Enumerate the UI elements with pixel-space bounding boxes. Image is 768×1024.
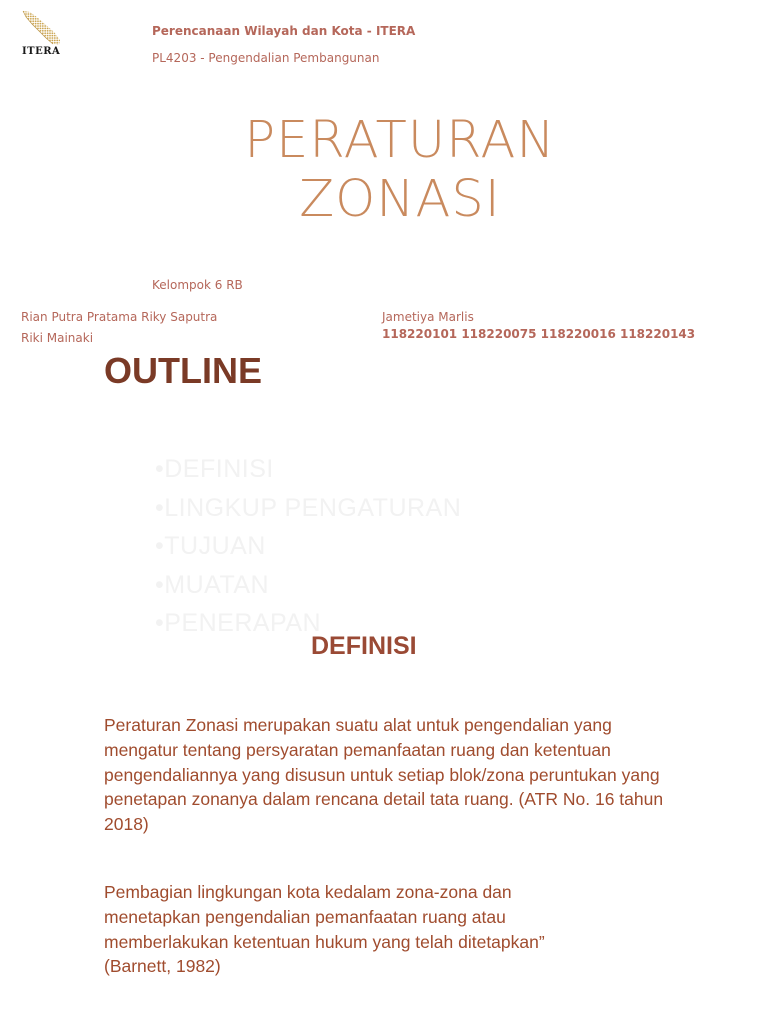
outline-item-penerapan: •PENERAPAN — [155, 609, 322, 637]
outline-item-muatan: •MUATAN — [155, 570, 270, 599]
program-name: Perencanaan Wilayah dan Kota - ITERA — [152, 24, 416, 38]
definisi-paragraph-1: Peraturan Zonasi merupakan suatu alat untuk pengendalian yang mengatur tentang persyaratan pemanfaatan ruang dan ketentuan pengendaliannya yang disusun untuk setiap blok/zona peruntukan yang penetapan zonanya dalam rencana detail tata ruang. (ATR No. 16 tahun 2018) — [104, 715, 664, 835]
title-line-1: PERATURAN — [244, 111, 556, 170]
outline-heading: OUTLINE — [104, 350, 262, 391]
members-line-1: Rian Putra Pratama Riky Saputra — [21, 310, 218, 324]
course-name: PL4203 - Pengendalian Pembangunan — [152, 51, 380, 65]
definisi-paragraph-2: Pembagian lingkungan kota kedalam zona-zona dan menetapkan pengendalian pemanfaatan ruang atau memberlakukan ketentuan hukum yang telah ditetapkan” (Barnett, 1982) — [104, 882, 545, 977]
members-line-3: Jametiya Marlis — [382, 310, 474, 324]
title-line-2: ZONASI — [299, 170, 501, 229]
outline-item-definisi: •DEFINISI — [155, 455, 274, 483]
outline-list — [155, 450, 461, 643]
outline-item-tujuan: •TUJUAN — [155, 532, 266, 560]
members-line-2: Riki Mainaki — [21, 331, 94, 345]
sumatra-island-icon — [20, 8, 64, 48]
logo-text: ITERA — [22, 46, 61, 57]
student-ids: 118220101 118220075 118220016 118220143 — [382, 327, 696, 341]
group-name: Kelompok 6 RB — [152, 278, 243, 292]
definisi-heading: DEFINISI — [311, 632, 417, 660]
outline-item-lingkup: •LINGKUP PENGATURAN — [155, 493, 462, 522]
itera-logo — [20, 8, 64, 56]
